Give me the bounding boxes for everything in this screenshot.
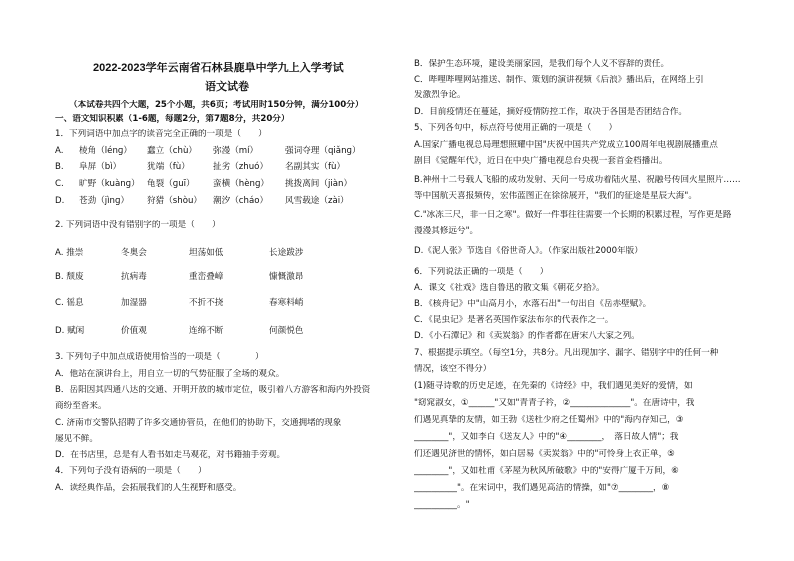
q4-option-d: D．目前疫情还在蔓延，摘好疫情防控工作，取决于各国是否团结合作。: [414, 107, 688, 117]
q2-option-d-3: 连绵不断: [189, 326, 224, 336]
question-6: 6．下列说法正确的一项是（ ）: [414, 267, 549, 277]
q1-option-b-word2: 犹端（fù）: [147, 162, 190, 172]
exam-note: （本试卷共四个大题，25个小题，共6页；考试用时150分钟，满分100分）: [69, 100, 364, 110]
q2-option-c-4: 春寒料峭: [269, 298, 304, 308]
q1-option-c-letter: C.: [55, 179, 64, 189]
q5-option-c-cont: 漫漫其修远兮"。: [414, 226, 479, 236]
q2-option-d-4: 何颜悦色: [269, 326, 304, 336]
q5-option-c: C."冰冻三尺，非一日之寒"。做好一件事往往需要一个长期的积累过程，写作更是路: [414, 210, 732, 220]
q7-passage-line-7: __________"。在宋词中，我们遇见高洁的情操，如"⑦________，⑧: [414, 483, 670, 493]
q4-option-a: A．读经典作品，会拓展我们的人生视野和感受。: [55, 483, 242, 493]
question-1: 1．下列词语中加点字的读音完全正确的一项是（ ）: [55, 129, 267, 139]
q2-option-c-3: 不折不挠: [189, 298, 224, 308]
q2-option-a-2: 冬奥会: [121, 248, 147, 258]
q2-option-c-1: C. 徭息: [55, 298, 84, 308]
q1-option-d-word4: 风雪载途（zài）: [285, 196, 349, 206]
q5-option-d: D.《泥人张》节选自《俗世奇人》。（作家出版社2000年版）: [414, 246, 643, 256]
q7-passage-line-5: 们还遇见济世的情怀，如白居易《卖炭翁》中的"可怜身上衣正单，⑤: [414, 449, 675, 459]
q7-passage-line-8: __________。": [414, 500, 470, 510]
q2-option-d-1: D. 赋闲: [55, 326, 85, 336]
q1-option-d-word3: 潮汐（cháo）: [213, 196, 269, 206]
q1-option-a-word1: 棱角（lénɡ）: [79, 146, 132, 156]
question-3: 3. 下列句子中加点成语使用恰当的一项是（ ）: [55, 352, 264, 362]
q1-option-c-word1: 旷野（kuànɡ）: [79, 179, 140, 189]
q1-option-b-letter: B.: [55, 162, 64, 172]
q2-option-b-4: 慷慨激昂: [269, 272, 304, 282]
q5-option-b-cont: 等中国航天喜报频传，宏伟蓝图正在徐徐展开，"我们的征途是星辰大海"。: [414, 191, 697, 201]
q3-option-d: D．在书店里，总是有人看书如走马观花，对书籍抽手旁观。: [55, 450, 286, 460]
q1-option-b-word3: 扯劣（zhuó）: [213, 162, 269, 172]
q2-option-c-2: 加湿器: [121, 298, 147, 308]
q1-option-b-word1: 阜屏（bì）: [79, 162, 122, 172]
q2-option-b-1: B. 颓废: [55, 272, 84, 282]
q4-option-c: C．哔哩哔哩网站推送、制作、策划的演讲视频《后浪》播出后，在网络上引: [414, 75, 704, 85]
q6-option-a: A．课文《社戏》选自鲁迅的散文集《朝花夕拾》。: [414, 283, 605, 293]
q2-option-b-2: 抗病毒: [121, 272, 147, 282]
q7-passage-line-3: 们遇见真挚的友情，如王勃《送杜少府之任蜀州》中的"海内存知己，③: [414, 415, 684, 425]
section-heading: 一、语文知识积累（1-6题，每题2分，第7题8分，共20分）: [55, 114, 290, 124]
q1-option-c-word3: 蛮横（hènɡ）: [213, 179, 270, 189]
q5-option-a: A.国家广播电视总局理想照耀中国"庆祝中国共产党成立100周年电视剧展播重点: [414, 140, 718, 150]
q1-option-b-word4: 名副其实（fù）: [285, 162, 346, 172]
q3-option-c: C. 济南市交警队招聘了许多交通协管员，在他们的协助下，交通拥堵的现象: [55, 418, 342, 428]
q1-option-d-word1: 苍劲（jìnɡ）: [79, 196, 130, 206]
q1-option-a-word4: 强词夺理（qiǎnɡ）: [285, 146, 361, 156]
q1-option-a-word2: 蠢立（chù）: [147, 146, 197, 156]
q1-option-c-word4: 挑拨离间（jiàn）: [285, 179, 353, 189]
q3-option-b-cont: 商纷至沓来。: [55, 401, 107, 411]
q7-passage-line-6: ________"，又如杜甫《茅屋为秋风所破歌》中的"安得广厦千万间，⑥: [414, 466, 679, 476]
q4-option-c-cont: 发激烈争论。: [414, 90, 466, 100]
question-4: 4．下列句子没有语病的一项是（ ）: [55, 466, 207, 476]
q2-option-b-3: 重峦叠嶂: [189, 272, 224, 282]
q1-option-d-word2: 狩猎（shòu）: [147, 196, 203, 206]
q3-option-c-cont: 屡见不鲜。: [55, 434, 98, 444]
q2-option-a-1: A. 推崇: [55, 248, 84, 258]
q4-option-b: B．保护生态环境，建设美丽家园，是我们每个人义不容辞的责任。: [414, 59, 670, 69]
q2-option-a-4: 长途跋涉: [269, 248, 304, 258]
exam-title: 2022-2023学年云南省石林县鹿阜中学九上入学考试: [93, 62, 344, 74]
q1-option-a-letter: A.: [55, 146, 64, 156]
q6-option-d: D．《小石潭记》和《卖炭翁》的作者都在唐宋八大家之列。: [414, 331, 640, 341]
q6-option-c: C．《昆虫记》是著名英国作家法布尔的代表作之一。: [414, 315, 614, 325]
q2-option-d-2: 价值观: [121, 326, 147, 336]
q5-option-b: B.神州十二号载人飞船的成功发射、天问一号成功着陆火星、祝融号传回火星照片……: [414, 175, 741, 185]
q3-option-b: B．岳阳因其四通八达的交通、开明开放的城市定位，吸引着八方游客和海内外投资: [55, 385, 371, 395]
q7-passage-line-2: "窈窕淑女，①______"又如"青青子衿，②______________"。在唐诗中，我: [414, 398, 695, 408]
paper-title: 语文试卷: [205, 80, 249, 93]
q3-option-a: A．他站在演讲台上，用自立一切的气势征服了全场的观众。: [55, 369, 285, 379]
q6-option-b: B．《核舟记》中"山高月小，水落石出"一句出自《岳赤壁赋》。: [414, 299, 652, 309]
question-2: 2. 下列词语中没有错别字的一项是（ ）: [55, 220, 221, 230]
q7-passage-line-1: (1)随寻诗歌的历史足迹，在先秦的《诗经》中，我们遇见美好的爱情，如: [414, 381, 693, 391]
q2-option-a-3: 坦荡如低: [189, 248, 224, 258]
q1-option-c-word2: 龟裂（ɡuī）: [147, 179, 195, 189]
question-5: 5、下列各句中，标点符号使用正确的一项是（ ）: [414, 123, 618, 133]
q1-option-d-letter: D.: [55, 196, 65, 206]
q7-passage-line-4: ________"，又如李白《送友人》中的"④________， 落日故人情"；我: [414, 432, 679, 442]
question-7-cont: 情况，该空不得分）: [414, 364, 492, 374]
q5-option-a-cont: 剧目《觉醒年代》，近日在中央广播电视总台央视一套首金档播出。: [414, 156, 668, 166]
q1-option-a-word3: 弥漫（mí）: [213, 146, 259, 156]
question-7: 7、根据提示填空。（每空1分，共8分。凡出现加字、漏字、错别字中的任何一种: [414, 348, 719, 358]
